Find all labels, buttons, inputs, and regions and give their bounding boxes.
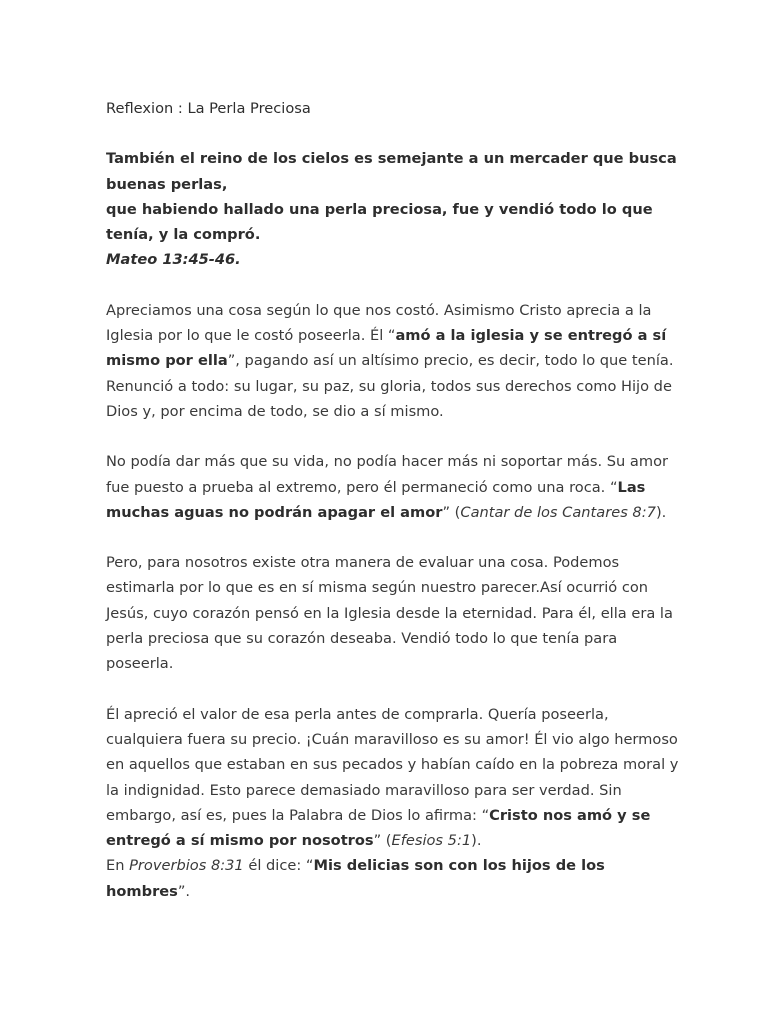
paragraph-4-text-e: ). [471,832,482,850]
paragraph-5-text-e: ”. [177,882,191,900]
paragraph-1 [106,298,686,424]
paragraph-2 [106,449,686,525]
paragraph-2-reference: Cantar de los Cantares 8:7 [460,503,656,521]
paragraph-4-reference: Efesios 5:1 [391,832,472,850]
paragraph-1-text-a: Apreciamos una cosa según lo que nos costó. Asimismo Cristo aprecia a la Iglesia por lo que le costó poseerla. Él “ [106,301,652,345]
paragraph-1-text-c: ”, pagando así un altísimo precio, es decir, todo lo que tenía. Renunció a todo: su lugar, su paz, su gloria, todos sus derechos como Hijo de Dios y, por encima de todo, se dio a sí mismo. [106,352,674,420]
paragraph-4 [106,702,686,854]
document-page [106,96,686,904]
paragraph-5-text-a: En [106,857,130,875]
paragraph-2-text-a: No podía dar más que su vida, no podía hacer más ni soportar más. Su amor fue puesto a prueba al extremo, pero él permaneció como una roca. “ [106,453,669,496]
paragraph-4-text-a: Él apreció el valor de esa perla antes de comprarla. Quería poseerla, cualquiera fuera su precio. ¡Cuán maravilloso es su amor! Él vio algo hermoso en aquellos que estaban en sus pecados y habían caído en la pobreza moral y la indignidad. Esto parece demasiado maravilloso para ser verdad. Sin embargo, así es, pues la Palabra de Dios lo afirma: “ [106,705,679,824]
paragraph-5-text-c: él dice: “ [243,857,314,875]
paragraph-5-quote: Mis delicias son con los hijos de los hombres [106,857,605,900]
paragraph-5-reference: Proverbios 8:31 [129,857,244,875]
paragraph-5 [106,853,686,904]
paragraph-3: Pero, para nosotros existe otra manera de evaluar una cosa. Podemos estimarla por lo que es en sí misma según nuestro parecer.Así ocurrió con Jesús, cuyo corazón pensó en la Iglesia desde la eternidad. Para él, ella era la perla preciosa que su corazón deseaba. Vendió todo lo que tenía para poseerla. [106,554,673,673]
verse-line-1: También el reino de los cielos es semejante a un mercader que busca buenas perlas, [106,150,677,193]
paragraph-4-quote: Cristo nos amó y se entregó a sí mismo por nosotros [106,806,651,850]
verse-block [106,146,686,272]
verse-reference: Mateo 13:45-46. [106,251,241,269]
paragraph-2-quote: Las muchas aguas no podrán apagar el amor [106,478,646,521]
paragraph-2-text-e: ). [655,503,667,521]
paragraph-1-quote: amó a la iglesia y se entregó a sí mismo por ella [106,327,667,370]
verse-line-2: que habiendo hallado una perla preciosa, fue y vendió todo lo que tenía, y la compró. [106,200,653,244]
paragraph-2-text-c: ” ( [442,503,461,521]
document-title: Reflexion : La Perla Preciosa [106,100,311,117]
paragraph-4-text-c: ” ( [373,832,392,850]
